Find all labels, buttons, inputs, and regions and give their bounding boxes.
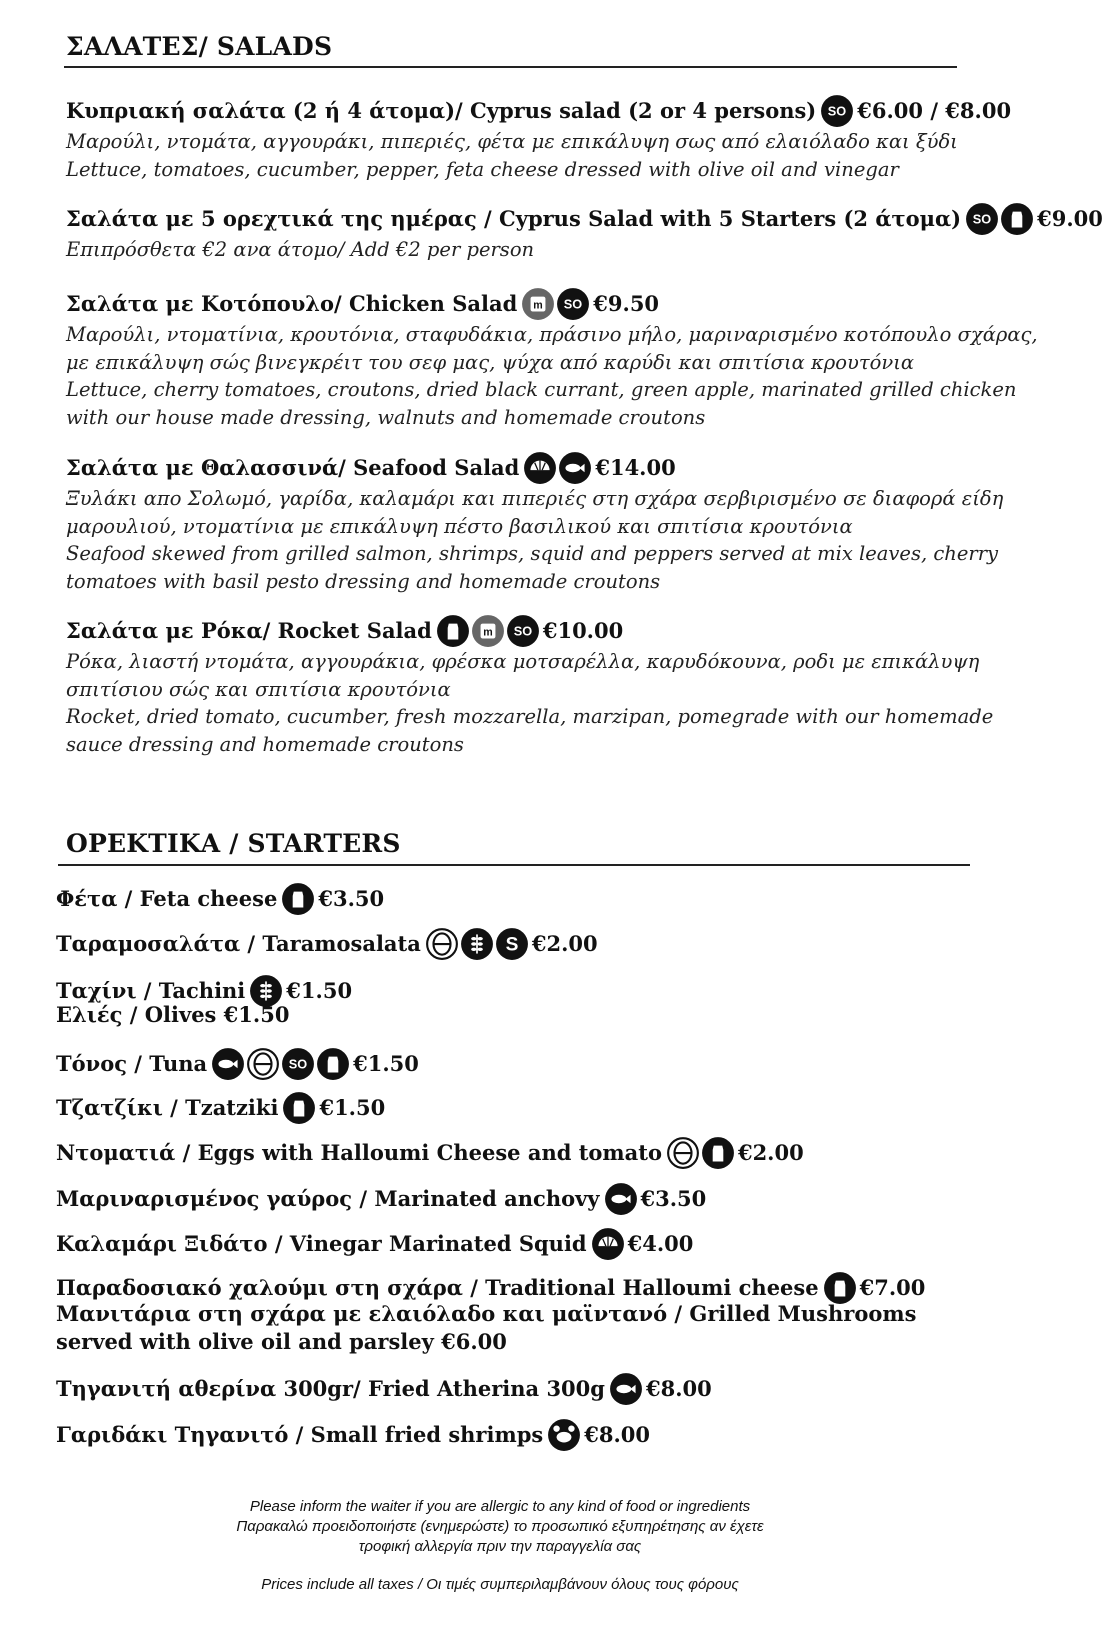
- item-description: [66, 485, 1004, 595]
- description-line: tomatoes with basil pesto dressing and homemade croutons: [66, 569, 661, 593]
- allergen-icons: [666, 1136, 736, 1170]
- allergen-icons: [425, 927, 530, 961]
- starter-item: [56, 1372, 712, 1406]
- starters-heading: ΟΡΕΚΤΙΚΑ / STARTERS: [66, 829, 401, 858]
- description-line: Ξυλάκι απο Σολωμό, γαρίδα, καλαμάρι και πιπεριές στη σχάρα σερβιρισμένο σε διαφορά είδη: [66, 487, 1004, 510]
- fish-icon: [558, 451, 592, 485]
- item-price: €8.00: [584, 1422, 650, 1447]
- starter-item: [56, 1136, 804, 1170]
- item-price: €6.00 / €8.00: [857, 98, 1012, 123]
- salad-item: [66, 614, 994, 758]
- mustard-icon: [471, 614, 505, 648]
- item-title: Σαλάτα με Κοτόπουλο/ Chicken Salad: [66, 291, 518, 316]
- starter-item: [56, 1227, 693, 1261]
- item-price: €1.50: [353, 1051, 419, 1076]
- gluten-icon: [460, 927, 494, 961]
- milk-icon: [281, 882, 315, 916]
- allergen-icons: [436, 614, 541, 648]
- item-title: Ντοματιά / Eggs with Halloumi Cheese and tomato: [56, 1140, 662, 1165]
- milk-icon: [316, 1047, 350, 1081]
- description-line: Lettuce, tomatoes, cucumber, pepper, feta cheese dressed with olive oil and vinegar: [66, 157, 899, 181]
- item-title: Καλαμάρι Ξιδάτο / Vinegar Marinated Squid: [56, 1231, 587, 1256]
- so-icon: [820, 94, 854, 128]
- item-price: €8.00: [645, 1376, 712, 1401]
- shellfish-icon: [591, 1227, 625, 1261]
- description-line: Seafood skewed from grilled salmon, shrimps, squid and peppers served at mix leaves, cherry: [66, 542, 999, 565]
- svg-text:SO: SO: [972, 211, 992, 227]
- item-description: [66, 321, 1038, 431]
- item-price: €3.50: [318, 886, 385, 911]
- starter-item: [56, 1418, 650, 1452]
- allergen-icons: [547, 1418, 582, 1452]
- item-price: €14.00: [595, 455, 676, 480]
- allergen-icons: [282, 1091, 317, 1125]
- starter-item: [56, 1182, 706, 1216]
- description-line: Rocket, dried tomato, cucumber, fresh mozzarella, marzipan, pomegrade with our homemade: [66, 705, 994, 728]
- allergen-icons: [521, 287, 591, 321]
- item-title: Τηγανιτή αθερίνα 300gr/ Fried Atherina 300g: [56, 1376, 605, 1401]
- allergen-icons: [609, 1372, 644, 1406]
- item-price: €3.50: [640, 1186, 707, 1211]
- starter-item: [56, 1001, 289, 1029]
- description-line: με επικάλυψη σώς βινεγκρέιτ του σεφ μας, ψύχα από καρύδι και σπιτίσια κρουτόνια: [66, 350, 915, 374]
- starters-divider: [58, 864, 970, 866]
- item-description: [66, 128, 966, 183]
- fish-icon: [604, 1182, 638, 1216]
- salad-item: [66, 287, 1038, 431]
- starter-item: [56, 927, 598, 961]
- item-title: Σαλάτα με 5 ορεχτικά της ημέρας / Cyprus Salad with 5 Starters (2 άτομα): [66, 206, 962, 231]
- salad-item: [66, 94, 1012, 183]
- starter-item: [56, 1047, 419, 1081]
- svg-text:SO: SO: [828, 103, 847, 119]
- svg-text:S: S: [505, 934, 519, 956]
- item-description: [66, 236, 966, 264]
- allergy-notice-gr: Παρακαλώ προειδοποιήστε (ενημερώστε) το προσωπικό εξυπηρέτησης αν έχετε: [236, 1518, 764, 1535]
- description-line: σπιτίσιου σώς και σπιτίσια κρουτόνια: [66, 677, 451, 701]
- egg-icon: [666, 1136, 700, 1170]
- item-title: Μανιτάρια στη σχάρα με ελαιόλαδο και μαϊντανό / Grilled Mushrooms served with olive oil and parsley €6.00: [56, 1301, 917, 1354]
- so-icon: [965, 202, 999, 236]
- description-line: Μαρούλι, ντοματίνια, κρουτόνια, σταφυδάκια, πράσινο μήλο, μαριναρισμένο κοτόπουλο σχάρας,: [66, 323, 1038, 346]
- svg-text:SO: SO: [564, 296, 583, 312]
- shellfish-icon: [523, 451, 557, 485]
- item-price: €9.00: [1037, 206, 1103, 231]
- item-title: Ταραμοσαλάτα / Taramosalata: [56, 931, 421, 956]
- milk-icon: [436, 614, 470, 648]
- starter-item: [56, 1300, 976, 1356]
- so-icon: [556, 287, 590, 321]
- svg-text:SO: SO: [513, 623, 533, 639]
- item-title: Παραδοσιακό χαλούμι στη σχάρα / Traditional Halloumi cheese: [56, 1275, 819, 1300]
- description-line: Επιπρόσθετα €2 ανα άτομο/ Add €2 per person: [66, 238, 535, 261]
- svg-text:m: m: [483, 626, 493, 639]
- description-line: with our house made dressing, walnuts and homemade croutons: [66, 405, 706, 429]
- salad-item: [66, 202, 1103, 264]
- allergen-icons: [965, 202, 1035, 236]
- item-price: €2.00: [531, 931, 598, 956]
- egg-icon: [425, 927, 459, 961]
- salad-item: [66, 451, 1004, 595]
- allergen-icons: [604, 1182, 639, 1216]
- description-line: Lettuce, cherry tomatoes, croutons, dried black currant, green apple, marinated grilled chicken: [66, 378, 1017, 401]
- item-title: Ελιές / Olives €1.50: [56, 1002, 290, 1027]
- item-price: €9.50: [593, 291, 660, 316]
- starter-item: [56, 1091, 385, 1125]
- item-title: Γαριδάκι Τηγανιτό / Small fried shrimps: [56, 1422, 544, 1447]
- svg-text:m: m: [533, 299, 543, 312]
- item-price: €1.50: [319, 1095, 386, 1120]
- allergen-icons: [523, 451, 593, 485]
- description-line: Ρόκα, λιαστή ντομάτα, αγγουράκια, φρέσκα μοτσαρέλλα, καρυδόκουνα, ροδι με επικάλυψη: [66, 650, 980, 673]
- so-icon: [281, 1047, 315, 1081]
- taxes-notice: Prices include all taxes / Οι τιμές συμπεριλαμβάνουν όλους τους φόρους: [261, 1576, 739, 1593]
- item-description: [66, 648, 994, 758]
- milk-icon: [282, 1091, 316, 1125]
- salads-heading: ΣΑΛΑΤΕΣ/ SALADS: [66, 32, 333, 61]
- item-price: €1.50: [286, 978, 353, 1003]
- allergy-notice: [0, 1497, 1000, 1557]
- item-price: €4.00: [627, 1231, 694, 1256]
- fish-icon: [609, 1372, 643, 1406]
- salads-divider: [64, 66, 957, 68]
- item-title: Σαλάτα με Ρόκα/ Rocket Salad: [66, 618, 432, 643]
- item-title: Τόνος / Tuna: [56, 1051, 208, 1076]
- description-line: Μαρούλι, ντομάτα, αγγουράκι, πιπεριές, φέτα με επικάλυψη σως από ελαιόλαδο και ξύδι: [66, 130, 958, 153]
- egg-icon: [246, 1047, 280, 1081]
- allergen-icons: [211, 1047, 351, 1081]
- mustard-icon: [521, 287, 555, 321]
- allergen-icons: [820, 94, 855, 128]
- allergy-notice-en: Please inform the waiter if you are allergic to any kind of food or ingredients: [249, 1498, 751, 1515]
- crustacean-icon: [547, 1418, 581, 1452]
- fish-icon: [211, 1047, 245, 1081]
- description-line: μαρουλιού, ντοματίνια με επικάλυψη πέστο βασιλικού και σπιτίσια κρουτόνια: [66, 514, 853, 538]
- sesame-icon: [495, 927, 529, 961]
- milk-icon: [1000, 202, 1034, 236]
- item-title: Μαριναρισμένος γαύρος / Marinated anchovy: [56, 1186, 600, 1211]
- item-title: Ταχίνι / Tachini: [56, 978, 246, 1003]
- so-icon: [506, 614, 540, 648]
- item-price: €10.00: [542, 618, 624, 643]
- allergy-notice-gr: τροφική αλλεργία πριν την παραγγελία σας: [358, 1538, 642, 1555]
- item-title: Τζατζίκι / Tzatziki: [56, 1095, 279, 1120]
- allergen-icons: [281, 882, 316, 916]
- starter-item: [56, 882, 384, 916]
- svg-text:SO: SO: [288, 1056, 308, 1072]
- milk-icon: [701, 1136, 735, 1170]
- item-price: €2.00: [737, 1140, 804, 1165]
- allergen-icons: [591, 1227, 626, 1261]
- item-title: Φέτα / Feta cheese: [56, 886, 278, 911]
- item-title: Κυπριακή σαλάτα (2 ή 4 άτομα)/ Cyprus salad (2 or 4 persons): [66, 98, 817, 123]
- description-line: sauce dressing and homemade croutons: [66, 732, 464, 756]
- item-title: Σαλάτα με Θαλασσινά/ Seafood Salad: [66, 455, 520, 480]
- item-price: €7.00: [859, 1275, 926, 1300]
